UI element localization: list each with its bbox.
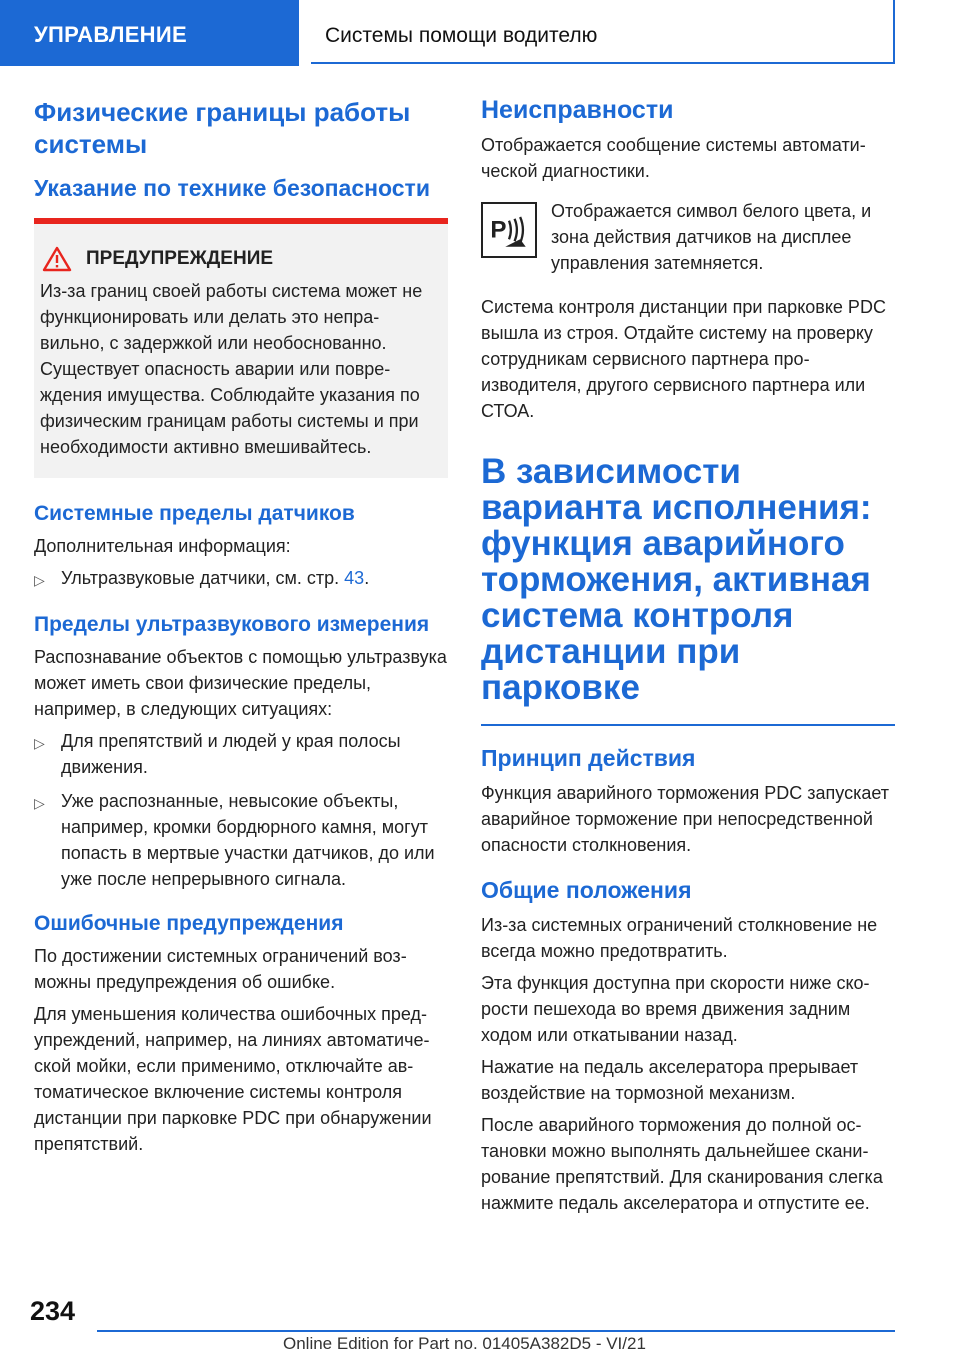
malfunctions-p2: Система контроля дистанции при парковке PDC вышла из строя. Отдайте систему на проверку сотрудникам сервисного партнера производителя, другого сервисного партнера или СТОА. — [481, 297, 886, 421]
general-p2: Эта функция доступна при скорости ниже скорости пешехода во время движения задним ходом или откатывании назад. — [481, 973, 870, 1045]
chapter-title: Системы помощи водителю — [325, 24, 598, 47]
bullet-triangle-icon: ▷ — [34, 795, 45, 811]
bullet-text — [61, 565, 369, 593]
warning-header — [40, 246, 432, 272]
pdc-sensor-icon — [481, 202, 537, 258]
bullet-text: Уже распознанные, невысокие объекты, например, кромки бордюрного камня, могут попасть в мертвые участки датчиков, до или уже после непрерывного сигнала. — [61, 791, 435, 889]
list-item — [34, 788, 448, 892]
edition-note: Online Edition for Part no. 01405A382D5 - VI/21 — [283, 1334, 646, 1353]
warning-text: Из-за границ своей работы система может не функционировать или делать это неправильно, с задержкой или необоснованно. Существует опасность аварии или повреждения имущества. Соблюдайте указания по физическим границам работы системы и при необходимости активно вмешивайтесь. — [40, 281, 423, 457]
list-item — [34, 728, 448, 780]
malfunctions-heading: Неисправности — [481, 96, 674, 124]
ultrasonic-intro: Распознавание объектов с помощью ультразвука может иметь свои физические пределы, например, в следующих ситуациях: — [34, 647, 447, 719]
bullet-triangle-icon: ▷ — [34, 735, 45, 751]
false-warnings-p1: По достижении системных ограничений возможны предупреждения об ошибке. — [34, 946, 407, 992]
page-link[interactable]: 43 — [344, 568, 365, 588]
left-column — [34, 96, 448, 1163]
sensor-limits-intro: Дополнительная информация: — [34, 536, 291, 556]
divider — [481, 724, 895, 726]
bullet-text: Для препятствий и людей у края полосы движения. — [61, 731, 401, 777]
malfunctions-p1: Отображается сообщение системы автоматической диагностики. — [481, 135, 866, 181]
list-item — [34, 565, 448, 593]
false-warnings-heading: Ошибочные предупреждения — [34, 912, 344, 935]
section-heading: В зависимости варианта исполнения: функция аварийного торможения, активная система контроля дистанции при парковке — [481, 452, 872, 707]
general-p4: После аварийного торможения до полной остановки можно выполнять дальнейшее сканирование препятствий. Для сканирования слегка нажмите педаль акселератора и отпустите ее. — [481, 1115, 883, 1213]
false-warnings-p2: Для уменьшения количества ошибочных предупреждений, например, на линиях автоматической мойки, если применимо, отключайте автоматическое включение системы контроля дистанции при парковке PDC при обнаружении препятствий. — [34, 1004, 432, 1154]
right-column — [481, 96, 895, 1222]
section-title: УПРАВЛЕНИЕ — [34, 22, 187, 47]
svg-text:P: P — [490, 216, 507, 244]
symbol-row — [481, 198, 895, 282]
principle-heading: Принцип действия — [481, 745, 696, 771]
header-section-tab — [0, 0, 299, 66]
ultrasonic-heading: Пределы ультразвукового измерения — [34, 613, 430, 636]
sensor-link-end: . — [364, 568, 370, 588]
sensor-link-text: Ультразвуковые датчики, см. стр. — [61, 568, 340, 588]
sensor-limits-heading: Системные пределы датчиков — [34, 502, 355, 525]
bullet-triangle-icon: ▷ — [34, 572, 45, 588]
general-p1: Из-за системных ограничений столкновение не всегда можно предотвратить. — [481, 915, 878, 961]
page-number: 234 — [30, 1296, 76, 1326]
warning-triangle-icon — [42, 246, 72, 272]
warning-box — [34, 218, 448, 478]
page-title: Физические границы работы системы — [34, 97, 411, 159]
safety-heading: Указание по технике безопасности — [34, 175, 430, 201]
header-chapter-box — [311, 0, 895, 64]
symbol-text: Отображается символ белого цвета, и зона действия датчиков на дисплее управления затемняется. — [551, 201, 872, 273]
general-p3: Нажатие на педаль акселератора прерывает воздействие на тормозной механизм. — [481, 1057, 859, 1103]
footer-divider — [97, 1330, 895, 1332]
general-heading: Общие положения — [481, 877, 692, 903]
principle-text: Функция аварийного торможения PDC запускает аварийное торможение при непосредственной опасности столкновения. — [481, 783, 890, 855]
warning-title: ПРЕДУПРЕЖДЕНИЕ — [86, 248, 274, 269]
